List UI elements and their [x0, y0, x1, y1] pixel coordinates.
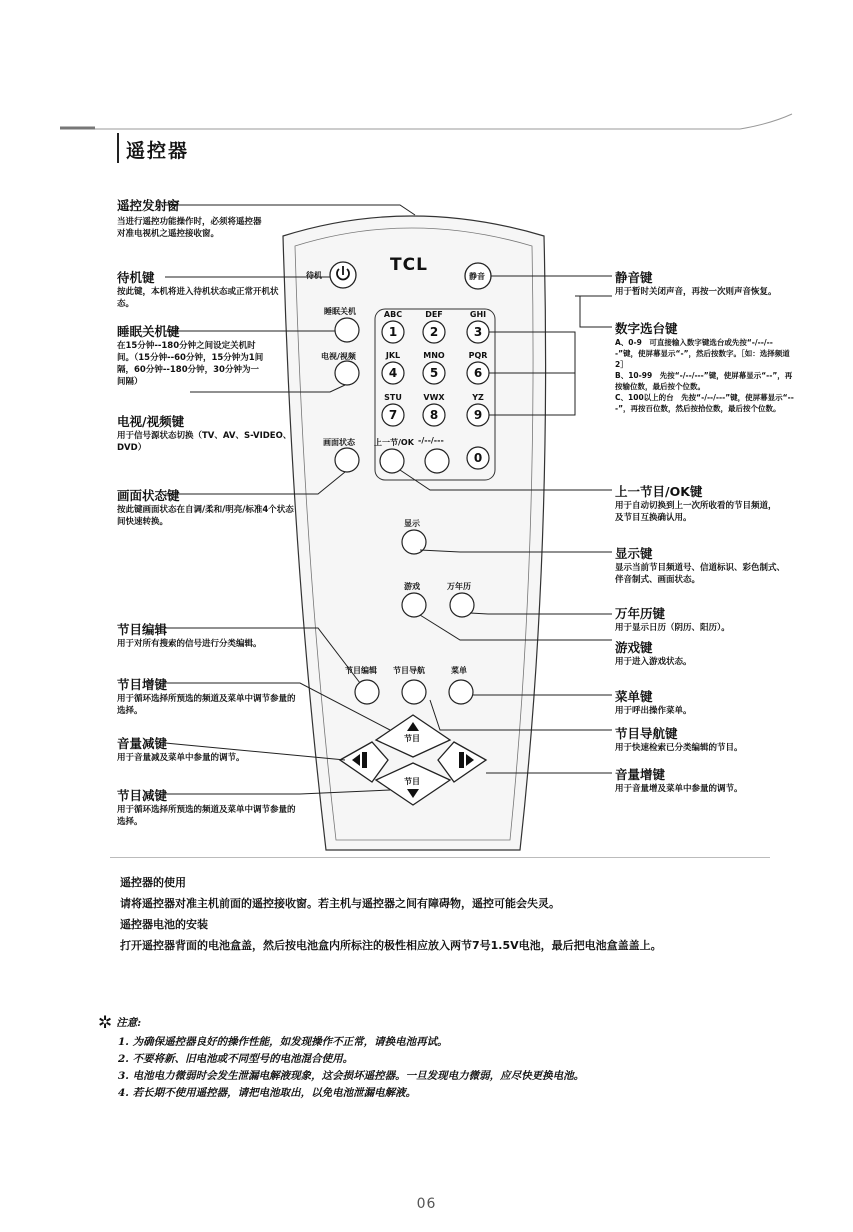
label-game — [615, 638, 795, 668]
label-prog-down — [117, 786, 307, 828]
label-standby — [117, 268, 297, 310]
label-title: 待机键 — [117, 270, 155, 285]
notes-heading: 注意: — [116, 1017, 142, 1029]
digit-label: 0 — [473, 451, 483, 465]
label-prog-up — [117, 675, 307, 717]
game-button — [402, 593, 426, 617]
label-title: 显示键 — [615, 546, 653, 561]
key-letters: STU — [384, 393, 402, 402]
digit-label: 6 — [473, 366, 483, 380]
label-title: 节目导航键 — [615, 726, 678, 741]
display-caption: 显示 — [404, 519, 420, 528]
label-title: 菜单键 — [615, 689, 653, 704]
label-title: 万年历键 — [615, 606, 666, 621]
picture-button — [335, 448, 359, 472]
key-letters: PQR — [468, 351, 488, 360]
key-letters: DEF — [425, 310, 443, 319]
picture-caption: 画面状态 — [323, 438, 355, 447]
label-title: 游戏键 — [615, 640, 653, 655]
key-letters: YZ — [472, 393, 484, 402]
label-desc: 用于对所有搜索的信号进行分类编辑。 — [117, 639, 262, 649]
label-prog-edit — [117, 620, 307, 650]
label-desc: 用于音量增及菜单中参量的调节。 — [615, 784, 743, 794]
label-desc: B、10-99 先按“-/--/---”键，使屏幕显示“--”，再按输位数，最后按个位数。 — [615, 371, 793, 391]
digit-label: 8 — [429, 408, 439, 422]
label-desc: 用于暂时关闭声音，再按一次则声音恢复。 — [615, 287, 777, 297]
label-title: 节目减键 — [117, 788, 168, 803]
label-mute — [615, 268, 795, 298]
label-title: 电视/视频键 — [117, 414, 185, 429]
dash-button — [425, 449, 449, 473]
prog-edit-caption: 节目编辑 — [345, 666, 377, 675]
label-title: 音量减键 — [117, 736, 168, 751]
note-item: 3. 电池电力微弱时会发生泄漏电解液现象，这会损坏遥控器。一旦发现电力微弱，应尽快更换电池。 — [118, 1070, 585, 1082]
sun-icon: ✲ — [98, 1013, 113, 1033]
label-desc: 用于快速检索已分类编辑的节目。 — [615, 743, 743, 753]
menu-caption: 菜单 — [451, 666, 467, 675]
label-desc: 用于音量减及菜单中参量的调节。 — [117, 753, 245, 763]
label-title: 上一节目/OK键 — [615, 484, 703, 499]
prog-nav-caption: 节目导航 — [393, 666, 425, 675]
usage-heading: 遥控器的使用 — [120, 876, 186, 889]
label-title: 节目编辑 — [117, 622, 168, 637]
label-title: 画面状态键 — [117, 488, 180, 503]
label-desc: 用于呼出操作菜单。 — [615, 706, 692, 716]
page-title: 遥控器 — [126, 140, 190, 162]
note-item: 1. 为确保遥控器良好的操作性能，如发现操作不正常，请换电池再试。 — [118, 1036, 448, 1048]
digit-label: 1 — [388, 325, 398, 339]
sleep-caption: 睡眠关机 — [324, 307, 356, 316]
label-desc: 用于进入游戏状态。 — [615, 657, 692, 667]
notes-section — [98, 1015, 798, 1102]
label-desc: 用于循环选择所预选的频道及菜单中调节参量的选择。 — [117, 694, 296, 716]
label-display — [615, 544, 795, 586]
game-caption: 游戏 — [404, 582, 420, 591]
prog-down-word: 节目 — [404, 777, 420, 786]
prog-edit-button — [355, 680, 379, 704]
prog-nav-button — [402, 680, 426, 704]
label-title: 静音键 — [615, 270, 653, 285]
key-letters: MNO — [423, 351, 445, 360]
note-item: 2. 不要将新、旧电池或不同型号的电池混合使用。 — [118, 1053, 354, 1065]
label-calendar — [615, 604, 805, 634]
note-item: 4. 若长期不使用遥控器，请把电池取出，以免电池泄漏电解液。 — [118, 1087, 417, 1099]
label-desc: C、100以上的台 先按“-/--/---”键，使屏幕显示“---”，再按百位数，然后按拾位数，最后按个位数。 — [615, 393, 794, 413]
battery-heading: 遥控器电池的安装 — [120, 918, 208, 931]
digit-label: 4 — [388, 366, 398, 380]
label-desc: 用于信号源状态切换（TV、AV、S-VIDEO、DVD） — [117, 431, 292, 453]
label-vol-up — [615, 765, 810, 795]
label-prog-nav — [615, 724, 810, 754]
battery-text: 打开遥控器背面的电池盒盖，然后按电池盒内所标注的极性相应放入两节7号1.5V电池，最后把电池盒盖盖上。 — [120, 939, 662, 952]
label-title: 睡眠关机键 — [117, 324, 180, 339]
label-prev-ok — [615, 482, 795, 524]
dash-caption: -/--/--- — [418, 436, 444, 445]
label-desc: 按此键画面状态在自调/柔和/明亮/标准4个状态间快速转换。 — [117, 505, 294, 527]
digit-label: 5 — [429, 366, 439, 380]
key-letters: ABC — [383, 310, 403, 319]
label-desc: 用于显示日历（阴历、阳历）。 — [615, 623, 730, 633]
mute-caption: 静音 — [469, 272, 485, 281]
usage-text: 请将遥控器对准主机前面的遥控接收窗。若主机与遥控器之间有障碍物，遥控可能会失灵。 — [120, 897, 560, 910]
prog-up-word: 节目 — [404, 734, 420, 743]
digit-label: 3 — [473, 325, 483, 339]
label-desc: A、0-9 可直接输入数字键选台或先按“-/--/---”键，使屏幕显示“-”，然后按数字。［如：选择频道2］ — [615, 338, 790, 369]
label-vol-down — [117, 734, 307, 764]
label-emitter — [117, 196, 287, 240]
label-title: 数字选台键 — [615, 321, 678, 336]
label-title: 音量增键 — [615, 767, 666, 782]
label-desc: 在15分钟--180分钟之间设定关机时间。（15分钟--60分钟，15分钟为1间隔，60分钟--180分钟，30分钟为一间隔） — [117, 341, 264, 387]
usage-section — [120, 872, 780, 956]
label-desc: 用于循环选择所预选的频道及菜单中调节参量的选择。 — [117, 805, 296, 827]
key-letters: VWX — [423, 393, 445, 402]
label-picture — [117, 486, 307, 528]
label-desc: 按此键，本机将进入待机状态或正常开机状态。 — [117, 287, 279, 309]
label-desc: 显示当前节目频道号、信道标识、彩色制式、伴音制式、画面状态。 — [615, 563, 786, 585]
calendar-caption: 万年历 — [447, 582, 471, 591]
tvav-button — [335, 361, 359, 385]
label-title: 遥控发射窗 — [117, 198, 180, 213]
tvav-caption: 电视/视频 — [321, 352, 356, 361]
label-tvav — [117, 412, 317, 454]
page-number: 06 — [416, 1196, 437, 1212]
label-menu — [615, 687, 795, 717]
label-desc: 当进行遥控功能操作时，必须将遥控器对准电视机之遥控接收窗。 — [117, 217, 262, 239]
menu-button — [449, 680, 473, 704]
label-digits — [615, 319, 800, 414]
label-desc: 用于自动切换到上一次所收看的节目频道，及节目互换确认用。 — [615, 501, 777, 523]
divider — [110, 857, 770, 858]
digit-label: 7 — [388, 408, 398, 422]
standby-caption: 待机 — [306, 271, 322, 280]
key-letters: JKL — [385, 351, 401, 360]
label-title: 节目增键 — [117, 677, 168, 692]
prev-ok-button — [380, 449, 404, 473]
label-sleep — [117, 322, 287, 388]
prev-caption: 上一节/OK — [374, 438, 414, 447]
sleep-button — [335, 318, 359, 342]
digit-label: 9 — [473, 408, 483, 422]
key-letters: GHI — [469, 310, 487, 319]
brand-logo: TCL — [390, 255, 428, 275]
digit-label: 2 — [429, 325, 439, 339]
